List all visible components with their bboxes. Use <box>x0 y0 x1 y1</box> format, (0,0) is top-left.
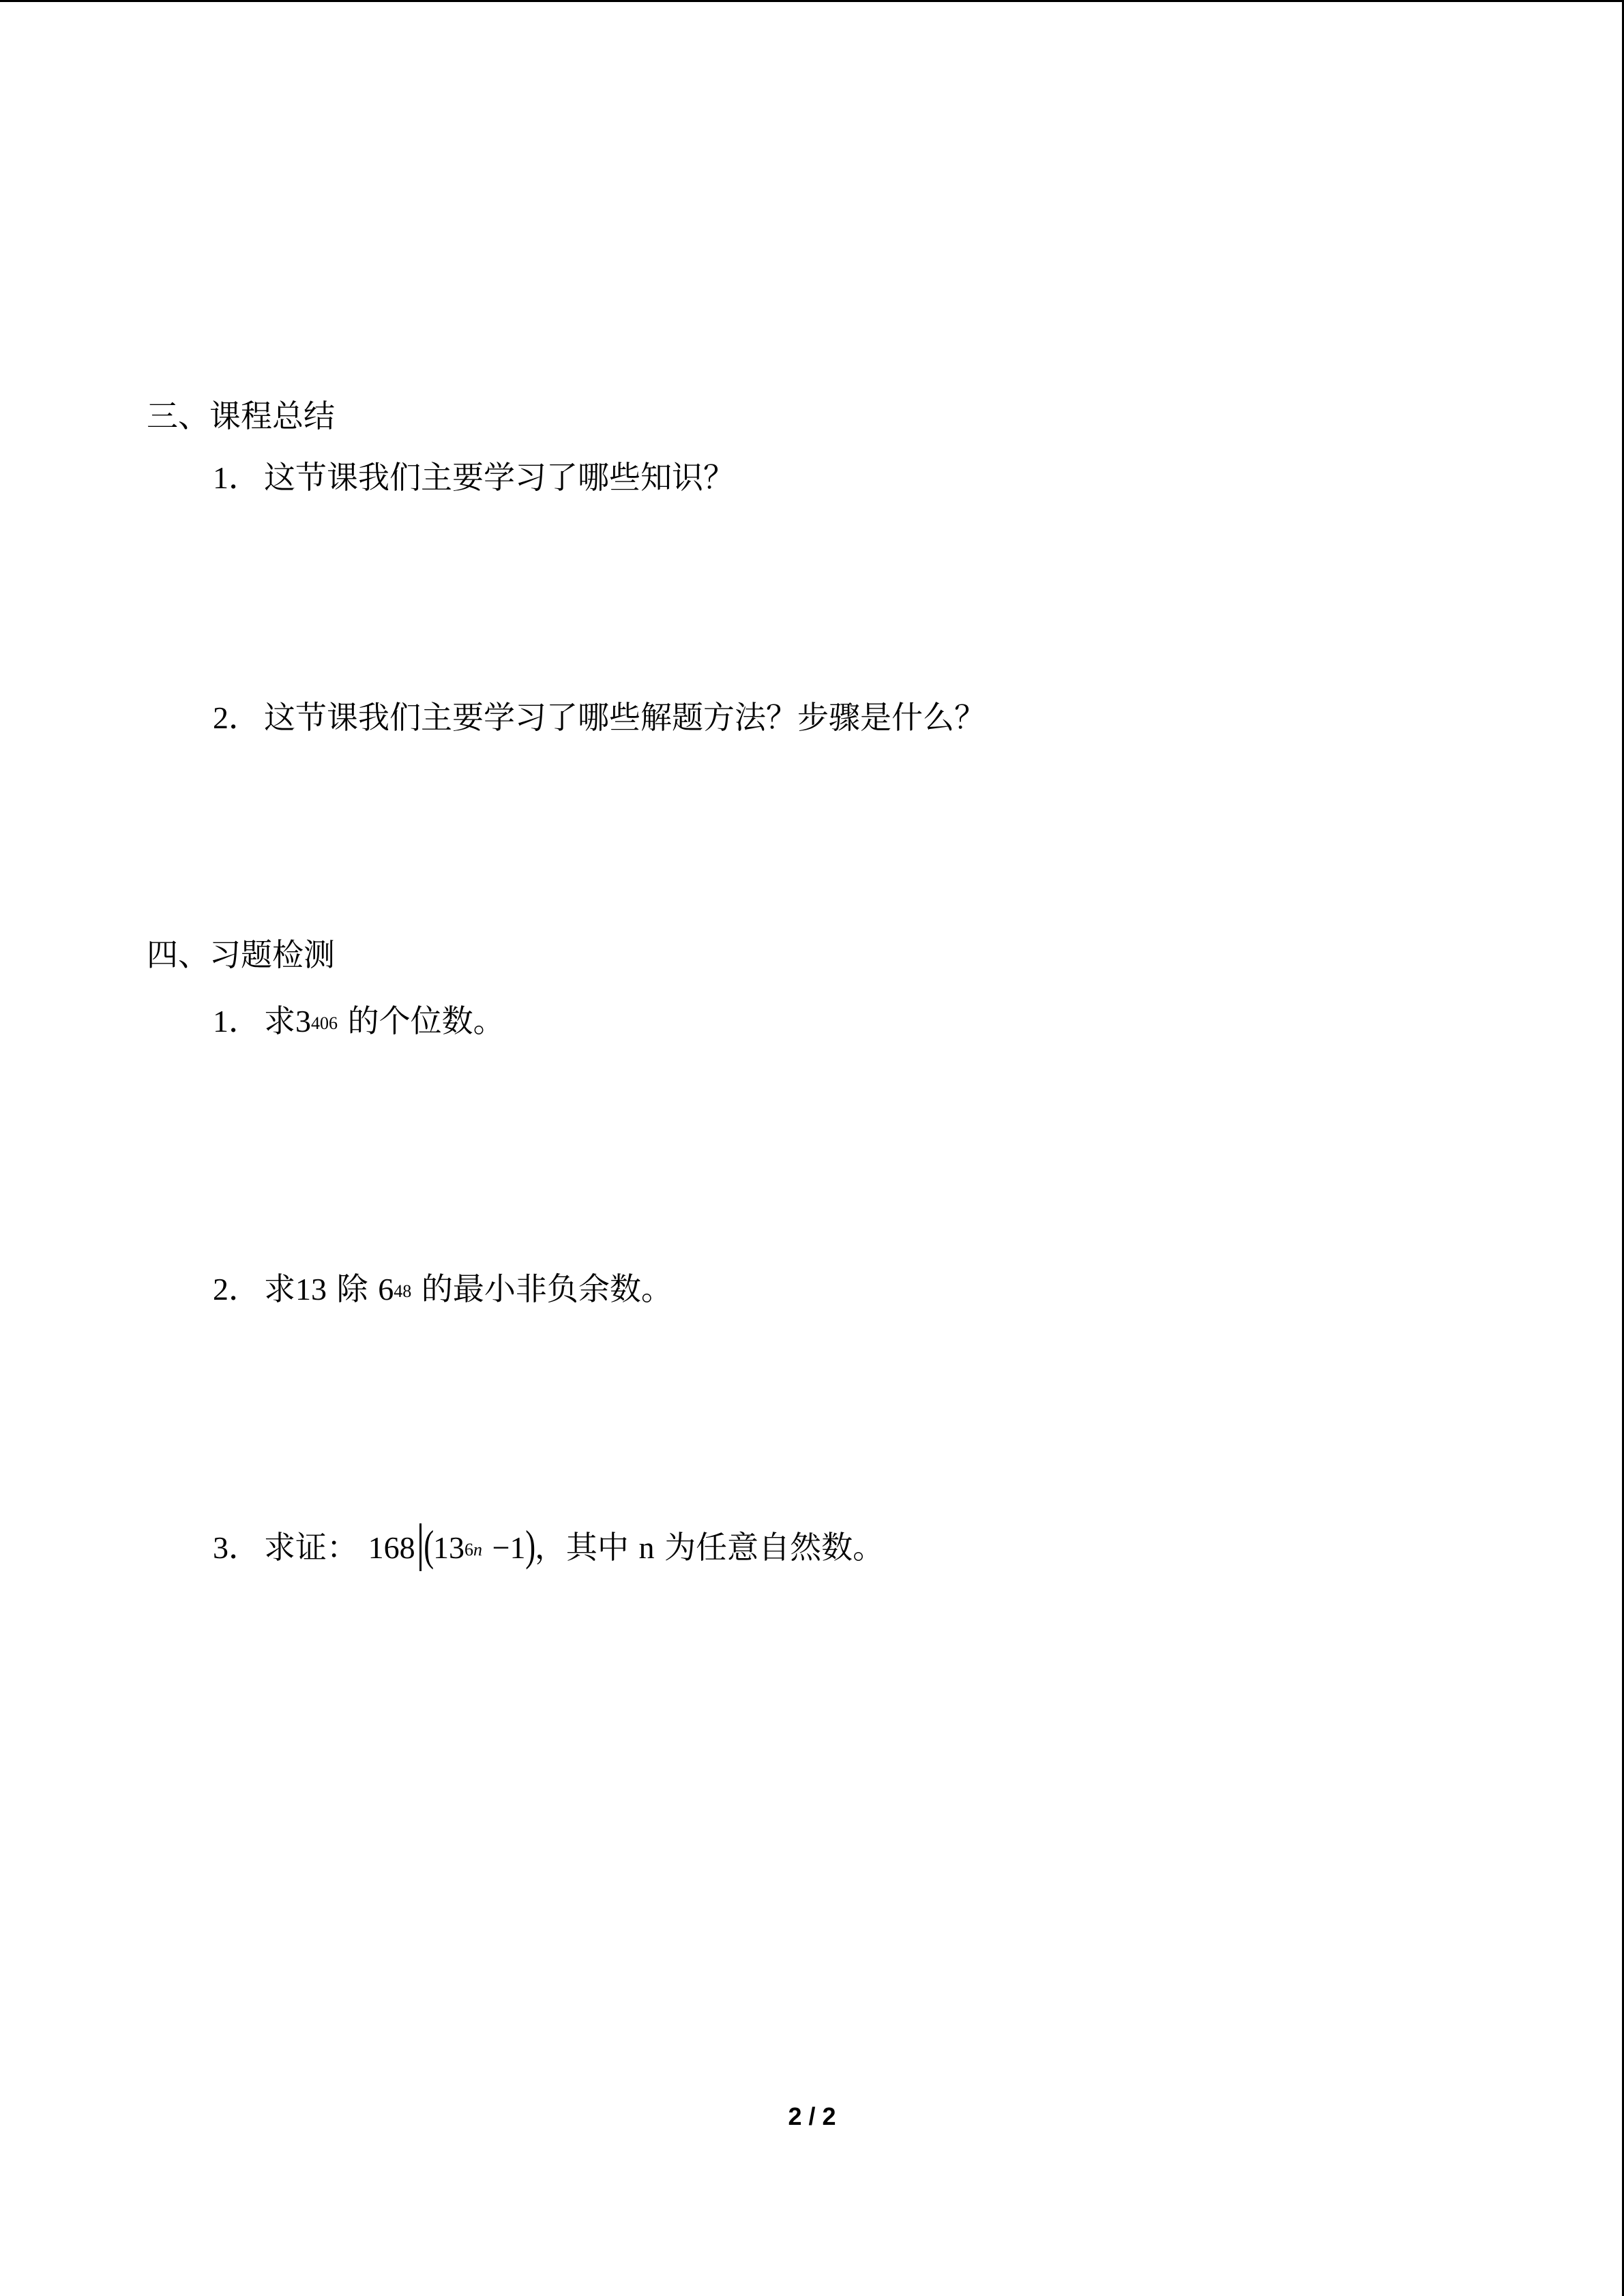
exercise-question-3 <box>213 1521 885 1574</box>
power-base: 3 <box>295 1004 311 1039</box>
question-middle: 除 <box>336 1270 368 1307</box>
power-exponent: 406 <box>311 1013 338 1033</box>
section-heading-text: 四、习题检测 <box>147 936 335 973</box>
left-paren: ( <box>423 1521 434 1570</box>
power-exponent: 48 <box>394 1281 412 1301</box>
question-prefix: 求证： <box>264 1529 358 1566</box>
page-number: 2 / 2 <box>788 2102 836 2130</box>
exponent-variable: n <box>473 1540 482 1560</box>
question-suffix: 的个位数。 <box>347 1002 505 1039</box>
question-text: 这节课我们主要学习了哪些解题方法？步骤是什么？ <box>264 699 986 736</box>
question-suffix-a: ，其中 <box>534 1529 639 1566</box>
question-number: 1． <box>213 460 260 495</box>
question-prefix: 求 <box>264 1002 295 1039</box>
divisor-number: 168 <box>368 1530 415 1565</box>
question-prefix: 求 <box>264 1270 295 1307</box>
question-suffix-b: 为任意自然数。 <box>654 1529 885 1566</box>
variable-n: n <box>638 1530 655 1565</box>
power-base: 13 <box>432 1530 464 1565</box>
summary-question-1 <box>213 457 735 498</box>
minus-one: −1 <box>492 1530 526 1565</box>
exponent-number: 6 <box>464 1540 473 1560</box>
question-number: 2． <box>213 700 260 735</box>
exercise-question-2 <box>213 1268 673 1310</box>
question-number: 2． <box>213 1272 260 1307</box>
power-base: 6 <box>378 1272 394 1307</box>
question-number: 1． <box>213 1004 260 1039</box>
section-heading-summary: 三、课程总结 <box>147 398 335 434</box>
question-number: 3． <box>213 1530 260 1565</box>
summary-question-2 <box>213 697 986 739</box>
section-heading-exercises <box>147 934 335 975</box>
divides-bar <box>419 1523 422 1571</box>
exercise-question-1 <box>213 1000 505 1042</box>
power-exponent <box>464 1540 482 1560</box>
question-suffix: 的最小非负余数。 <box>421 1270 673 1307</box>
divisor-number: 13 <box>295 1272 327 1307</box>
right-paren: ) <box>525 1521 535 1570</box>
question-text: 这节课我们主要学习了哪些知识？ <box>264 459 735 496</box>
top-border <box>0 0 1624 2</box>
